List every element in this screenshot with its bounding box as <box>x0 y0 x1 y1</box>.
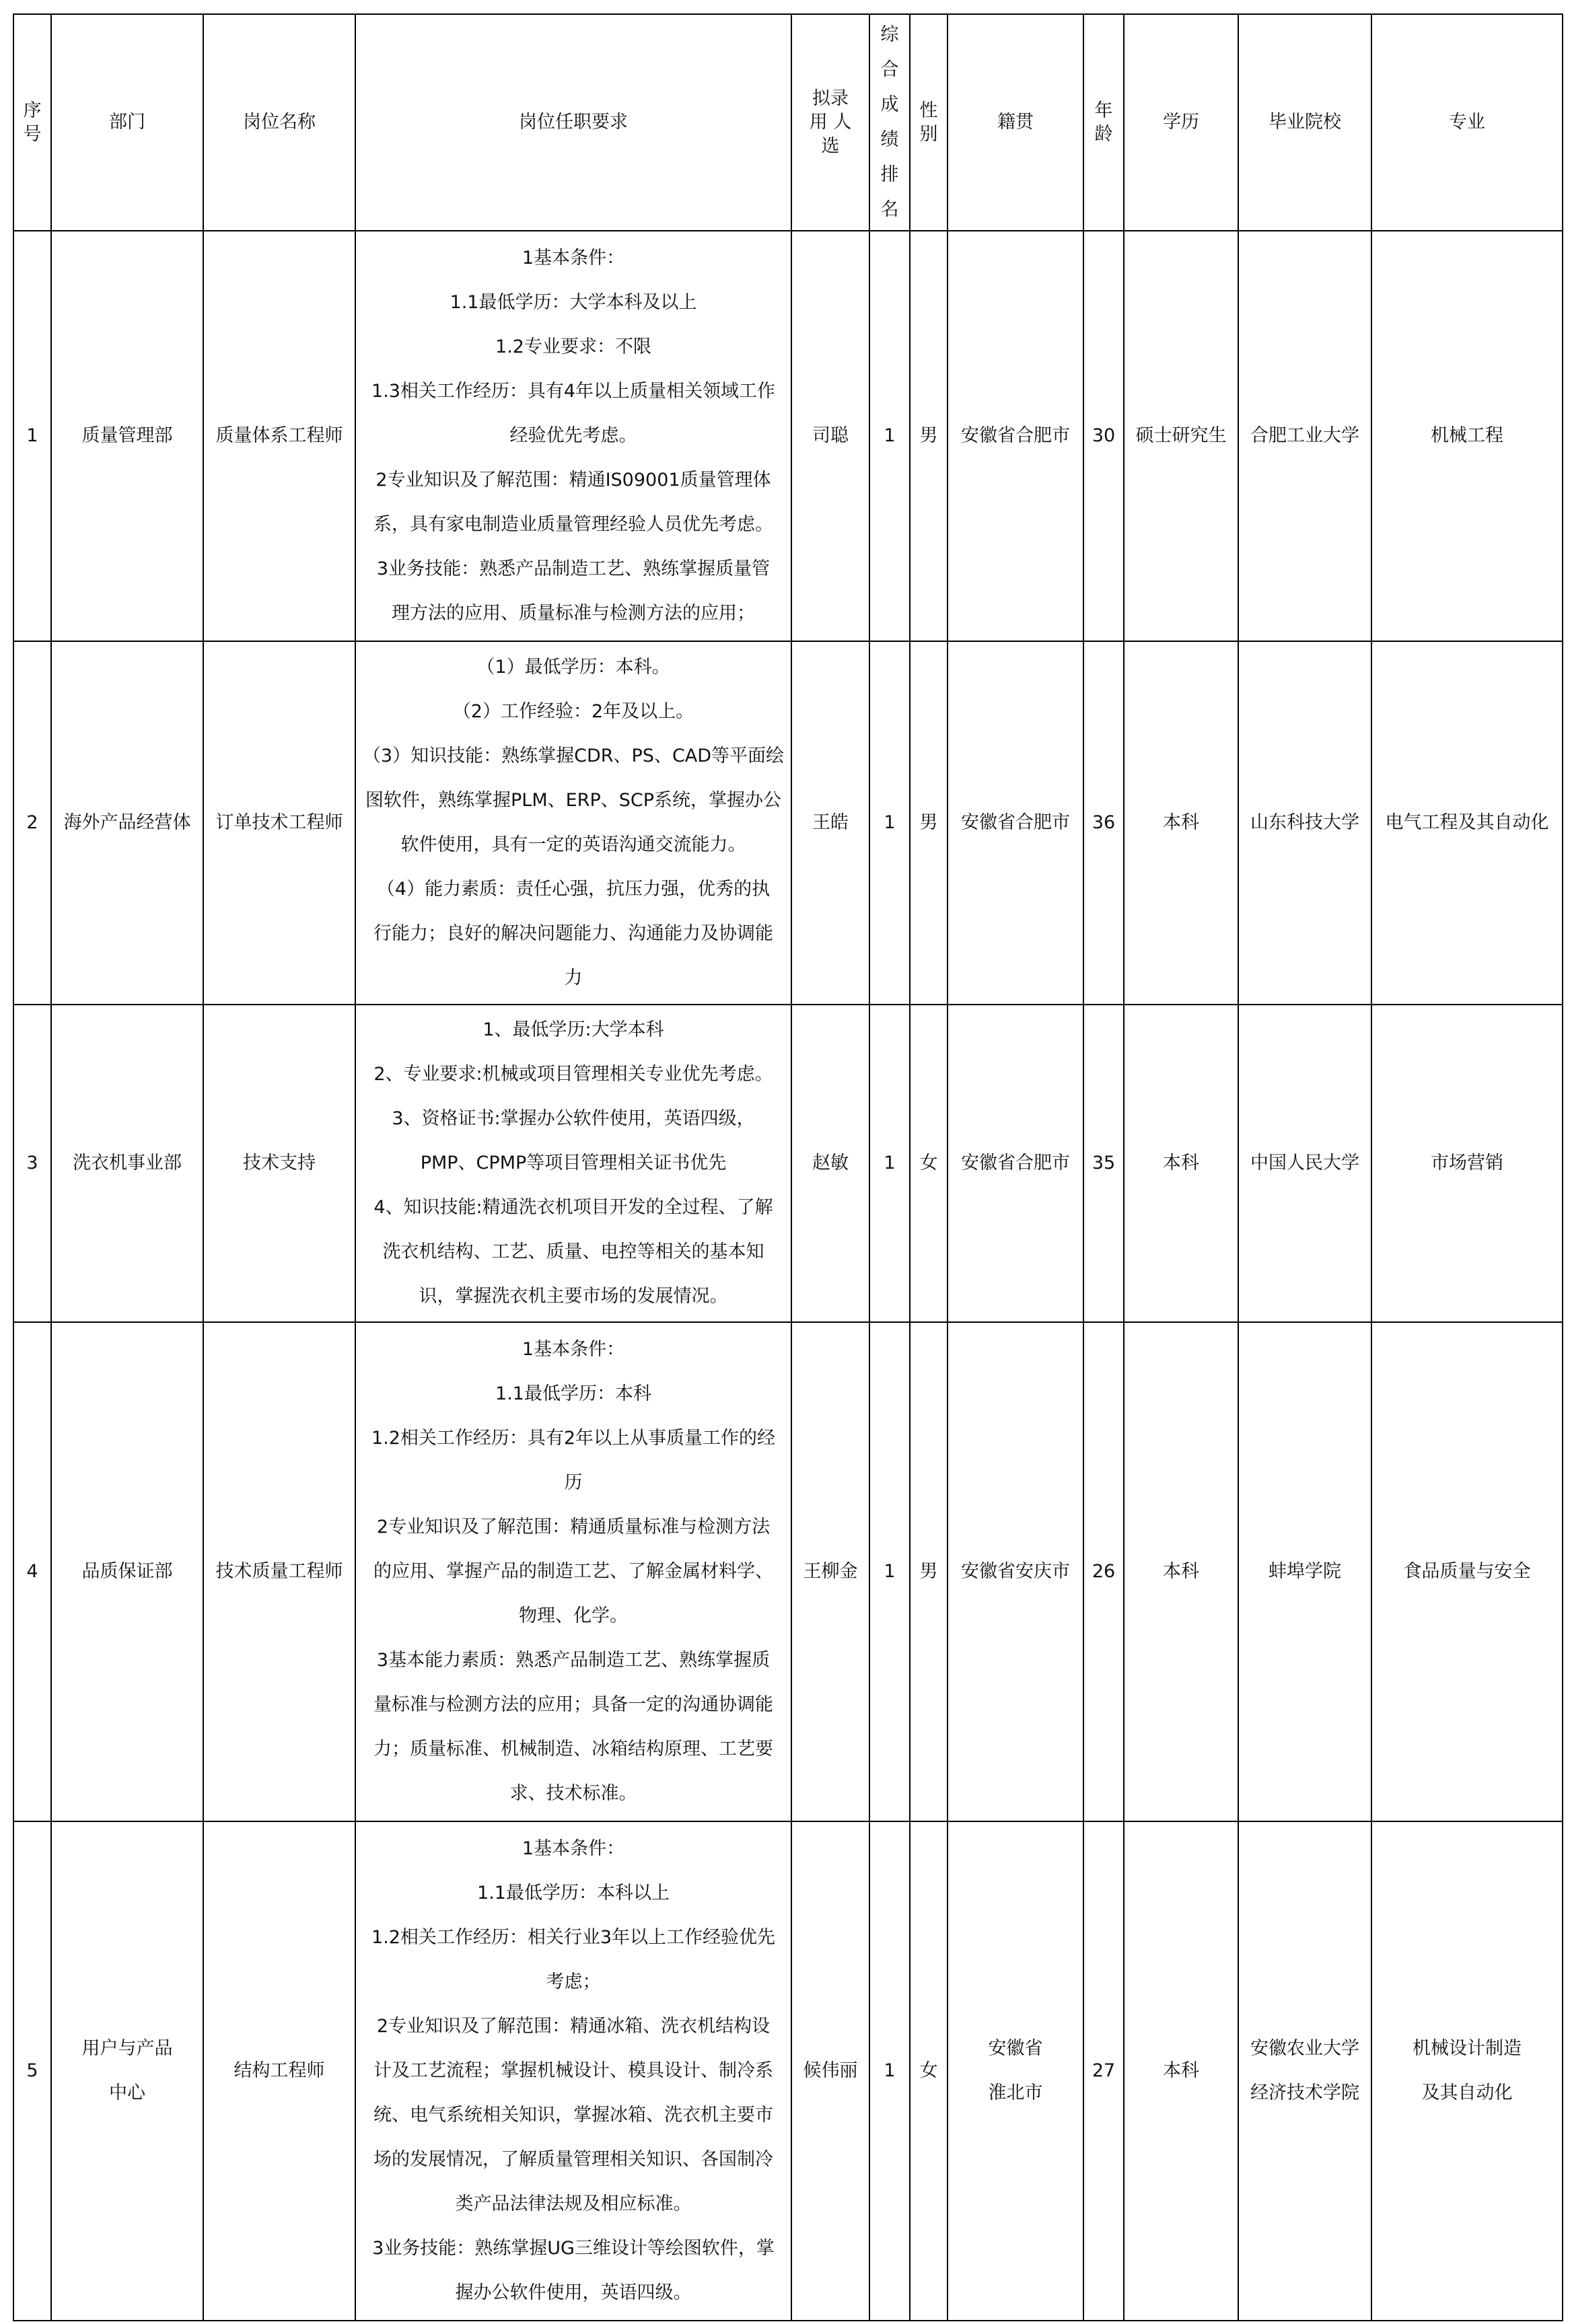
cell-post: 技术质量工程师 <box>203 1322 355 1821</box>
header-school: 毕业院校 <box>1238 14 1371 231</box>
cell-dept: 用户与产品 中心 <box>51 1821 203 2321</box>
cell-requirements: 1基本条件： 1.1最低学历：大学本科及以上 1.2专业要求：不限 1.3相关工作经历：具有4年以上质量相关领域工作 经验优先考虑。 2专业知识及了解范围：精通IS09001质量管理体 系，具有家电制造业质量管理经验人员优先考虑。 3业务技能：熟悉产品制造工艺、熟练掌握质量管 理方法的应用、质量标准与检测方法的应用； <box>355 231 791 641</box>
cell-education: 本科 <box>1124 641 1238 1005</box>
cell-age: 30 <box>1083 231 1124 641</box>
table-row <box>13 1322 1563 1821</box>
header-origin: 籍贯 <box>948 14 1083 231</box>
cell-post: 订单技术工程师 <box>203 641 355 1005</box>
cell-requirements: 1基本条件： 1.1最低学历：本科 1.2相关工作经历：具有2年以上从事质量工作的经 历 2专业知识及了解范围：精通质量标准与检测方法 的应用、掌握产品的制造工艺、了解金属材料学、 物理、化学。 3基本能力素质：熟悉产品制造工艺、熟练掌握质 量标准与检测方法的应用；具备一定的沟通协调能 力；质量标准、机械制造、冰箱结构原理、工艺要 求、技术标准。 <box>355 1322 791 1821</box>
table-row <box>13 1821 1563 2321</box>
cell-requirements: 1、最低学历:大学本科 2、专业要求:机械或项目管理相关专业优先考虑。 3、资格证书:掌握办公软件使用，英语四级， PMP、CPMP等项目管理相关证书优先 4、知识技能:精通洗衣机项目开发的全过程、了解 洗衣机结构、工艺、质量、电控等相关的基本知 识，掌握洗衣机主要市场的发展情况。 <box>355 1005 791 1322</box>
cell-gender: 男 <box>910 641 948 1005</box>
cell-origin: 安徽省合肥市 <box>948 231 1083 641</box>
cell-dept: 洗衣机事业部 <box>51 1005 203 1322</box>
cell-school: 合肥工业大学 <box>1238 231 1371 641</box>
cell-post: 结构工程师 <box>203 1821 355 2321</box>
cell-post: 技术支持 <box>203 1005 355 1322</box>
cell-major: 电气工程及其自动化 <box>1371 641 1563 1005</box>
header-row <box>13 14 1563 231</box>
cell-rank: 1 <box>869 1821 910 2321</box>
header-post: 岗位名称 <box>203 14 355 231</box>
cell-no: 1 <box>13 231 51 641</box>
cell-major: 机械工程 <box>1371 231 1563 641</box>
cell-no: 3 <box>13 1005 51 1322</box>
cell-candidate: 赵敏 <box>791 1005 869 1322</box>
header-requirements: 岗位任职要求 <box>355 14 791 231</box>
cell-major: 机械设计制造 及其自动化 <box>1371 1821 1563 2321</box>
cell-education: 硕士研究生 <box>1124 231 1238 641</box>
cell-requirements: 1基本条件： 1.1最低学历：本科以上 1.2相关工作经历：相关行业3年以上工作经验优先 考虑； 2专业知识及了解范围：精通冰箱、洗衣机结构设 计及工艺流程；掌握机械设计、模具设计、制冷系 统、电气系统相关知识，掌握冰箱、洗衣机主要市 场的发展情况，了解质量管理相关知识、各国制冷 类产品法律法规及相应标准。 3业务技能：熟练掌握UG三维设计等绘图软件，掌 握办公软件使用，英语四级。 <box>355 1821 791 2321</box>
cell-gender: 女 <box>910 1821 948 2321</box>
header-gender: 性 别 <box>910 14 948 231</box>
cell-age: 35 <box>1083 1005 1124 1322</box>
header-education: 学历 <box>1124 14 1238 231</box>
cell-gender: 男 <box>910 1322 948 1821</box>
cell-rank: 1 <box>869 641 910 1005</box>
table-row <box>13 641 1563 1005</box>
cell-dept: 品质保证部 <box>51 1322 203 1821</box>
header-no: 序 号 <box>13 14 51 231</box>
cell-no: 4 <box>13 1322 51 1821</box>
cell-origin: 安徽省合肥市 <box>948 641 1083 1005</box>
cell-candidate: 候伟丽 <box>791 1821 869 2321</box>
cell-education: 本科 <box>1124 1322 1238 1821</box>
cell-dept: 海外产品经营体 <box>51 641 203 1005</box>
cell-no: 5 <box>13 1821 51 2321</box>
cell-age: 26 <box>1083 1322 1124 1821</box>
cell-age: 27 <box>1083 1821 1124 2321</box>
cell-rank: 1 <box>869 1005 910 1322</box>
cell-rank: 1 <box>869 231 910 641</box>
cell-post: 质量体系工程师 <box>203 231 355 641</box>
cell-no: 2 <box>13 641 51 1005</box>
cell-origin: 安徽省安庆市 <box>948 1322 1083 1821</box>
cell-age: 36 <box>1083 641 1124 1005</box>
cell-major: 食品质量与安全 <box>1371 1322 1563 1821</box>
cell-candidate: 王皓 <box>791 641 869 1005</box>
cell-origin: 安徽省合肥市 <box>948 1005 1083 1322</box>
recruitment-table <box>13 13 1563 2321</box>
cell-gender: 女 <box>910 1005 948 1322</box>
cell-candidate: 王柳金 <box>791 1322 869 1821</box>
table-row <box>13 1005 1563 1322</box>
table-row <box>13 231 1563 641</box>
header-rank: 综 合 成 绩 排 名 <box>869 14 910 231</box>
cell-school: 安徽农业大学 经济技术学院 <box>1238 1821 1371 2321</box>
cell-candidate: 司聪 <box>791 231 869 641</box>
cell-education: 本科 <box>1124 1005 1238 1322</box>
cell-school: 山东科技大学 <box>1238 641 1371 1005</box>
cell-education: 本科 <box>1124 1821 1238 2321</box>
cell-origin: 安徽省 淮北市 <box>948 1821 1083 2321</box>
cell-requirements: （1）最低学历：本科。 （2）工作经验：2年及以上。 （3）知识技能：熟练掌握CDR、PS、CAD等平面绘 图软件，熟练掌握PLM、ERP、SCP系统，掌握办公 软件使用，具有一定的英语沟通交流能力。 （4）能力素质：责任心强，抗压力强，优秀的执 行能力；良好的解决问题能力、沟通能力及协调能 力 <box>355 641 791 1005</box>
cell-major: 市场营销 <box>1371 1005 1563 1322</box>
cell-school: 中国人民大学 <box>1238 1005 1371 1322</box>
cell-rank: 1 <box>869 1322 910 1821</box>
cell-gender: 男 <box>910 231 948 641</box>
cell-dept: 质量管理部 <box>51 231 203 641</box>
header-age: 年 龄 <box>1083 14 1124 231</box>
header-dept: 部门 <box>51 14 203 231</box>
header-candidate: 拟录 用 人 选 <box>791 14 869 231</box>
header-major: 专业 <box>1371 14 1563 231</box>
cell-school: 蚌埠学院 <box>1238 1322 1371 1821</box>
